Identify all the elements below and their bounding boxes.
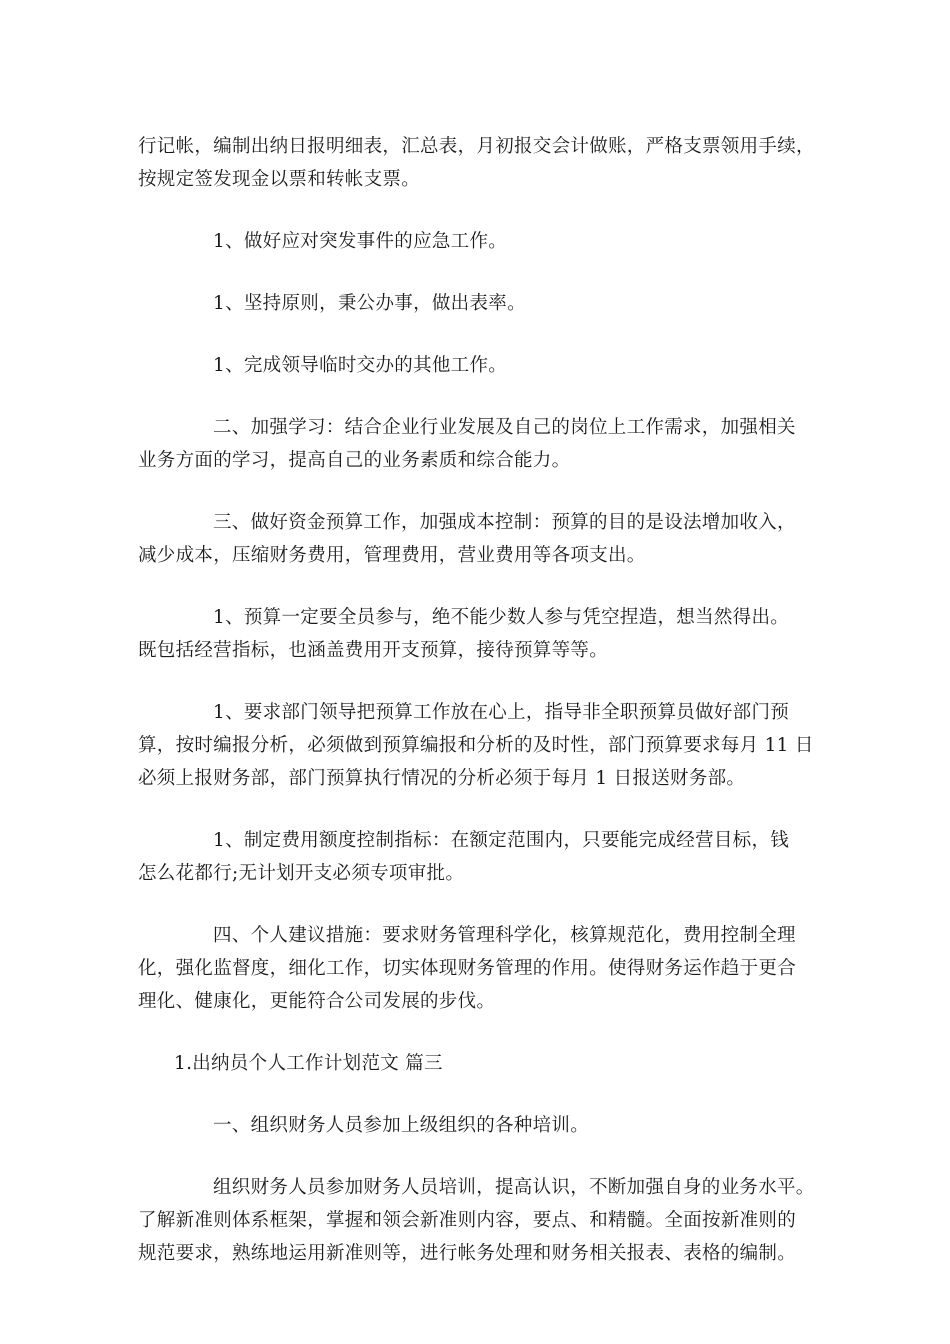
text-line: 怎么花都行;无计划开支必须专项审批。 <box>138 863 465 884</box>
text-line: 了解新准则体系框架，掌握和领会新准则内容，要点、和精髓。全面按新准则的 <box>138 1210 797 1231</box>
text-line: 必须上报财务部，部门预算执行情况的分析必须于每月 1 日报送财务部。 <box>138 768 746 789</box>
text-line: 行记帐，编制出纳日报明细表，汇总表，月初报交会计做账，严格支票领用手续， <box>138 136 815 157</box>
text-line: 1、制定费用额度控制指标：在额定范围内，只要能完成经营目标，钱 <box>213 830 790 851</box>
paragraph-training <box>138 1109 838 1142</box>
text-line: 既包括经营指标，也涵盖费用开支预算，接待预算等等。 <box>138 640 609 661</box>
text-line: 一、组织财务人员参加上级组织的各种培训。 <box>213 1115 590 1136</box>
text-line: 1、坚持原则，秉公办事，做出表率。 <box>213 293 526 314</box>
paragraph-emergency-work <box>138 225 838 258</box>
text-line: 组织财务人员参加财务人员培训，提高认识，不断加强自身的业务水平。 <box>213 1177 815 1198</box>
section-heading-part-three <box>138 1047 838 1080</box>
text-line: 1、预算一定要全员参与，绝不能少数人参与凭空捏造，想当然得出。 <box>213 607 790 628</box>
paragraph-budget-participation <box>138 601 838 667</box>
text-line: 二、加强学习：结合企业行业发展及自己的岗位上工作需求，加强相关 <box>213 417 796 438</box>
text-line: 1.出纳员个人工作计划范文 篇三 <box>174 1053 443 1074</box>
text-line: 按规定签发现金以票和转帐支票。 <box>138 169 421 190</box>
text-line: 1、要求部门领导把预算工作放在心上，指导非全职预算员做好部门预 <box>213 702 790 723</box>
text-line: 1、做好应对突发事件的应急工作。 <box>213 231 508 252</box>
paragraph-section-four-suggestions <box>138 919 838 1018</box>
paragraph-section-three-budget <box>138 506 838 572</box>
paragraph-principles <box>138 287 838 320</box>
text-line: 化，强化监督度，细化工作，切实体现财务管理的作用。使得财务运作趋于更合 <box>138 958 797 979</box>
paragraph-department-budget <box>138 696 838 795</box>
paragraph-other-tasks <box>138 349 838 382</box>
text-line: 理化、健康化，更能符合公司发展的步伐。 <box>138 991 496 1012</box>
paragraph-section-two-study <box>138 411 838 477</box>
text-line: 四、个人建议措施：要求财务管理科学化，核算规范化，费用控制全理 <box>213 925 796 946</box>
text-line: 1、完成领导临时交办的其他工作。 <box>213 355 508 376</box>
text-line: 规范要求，熟练地运用新准则等，进行帐务处理和财务相关报表、表格的编制。 <box>138 1243 797 1264</box>
paragraph-expense-control <box>138 824 838 890</box>
text-line: 算，按时编报分析，必须做到预算编报和分析的及时性，部门预算要求每月 11 日 <box>138 735 814 756</box>
paragraph-cash-bookkeeping <box>138 130 838 196</box>
document-body <box>138 130 838 1299</box>
text-line: 三、做好资金预算工作，加强成本控制：预算的目的是设法增加收入， <box>213 512 796 533</box>
paragraph-training-details <box>138 1171 838 1270</box>
text-line: 减少成本，压缩财务费用，管理费用，营业费用等各项支出。 <box>138 545 646 566</box>
text-line: 业务方面的学习，提高自己的业务素质和综合能力。 <box>138 450 571 471</box>
